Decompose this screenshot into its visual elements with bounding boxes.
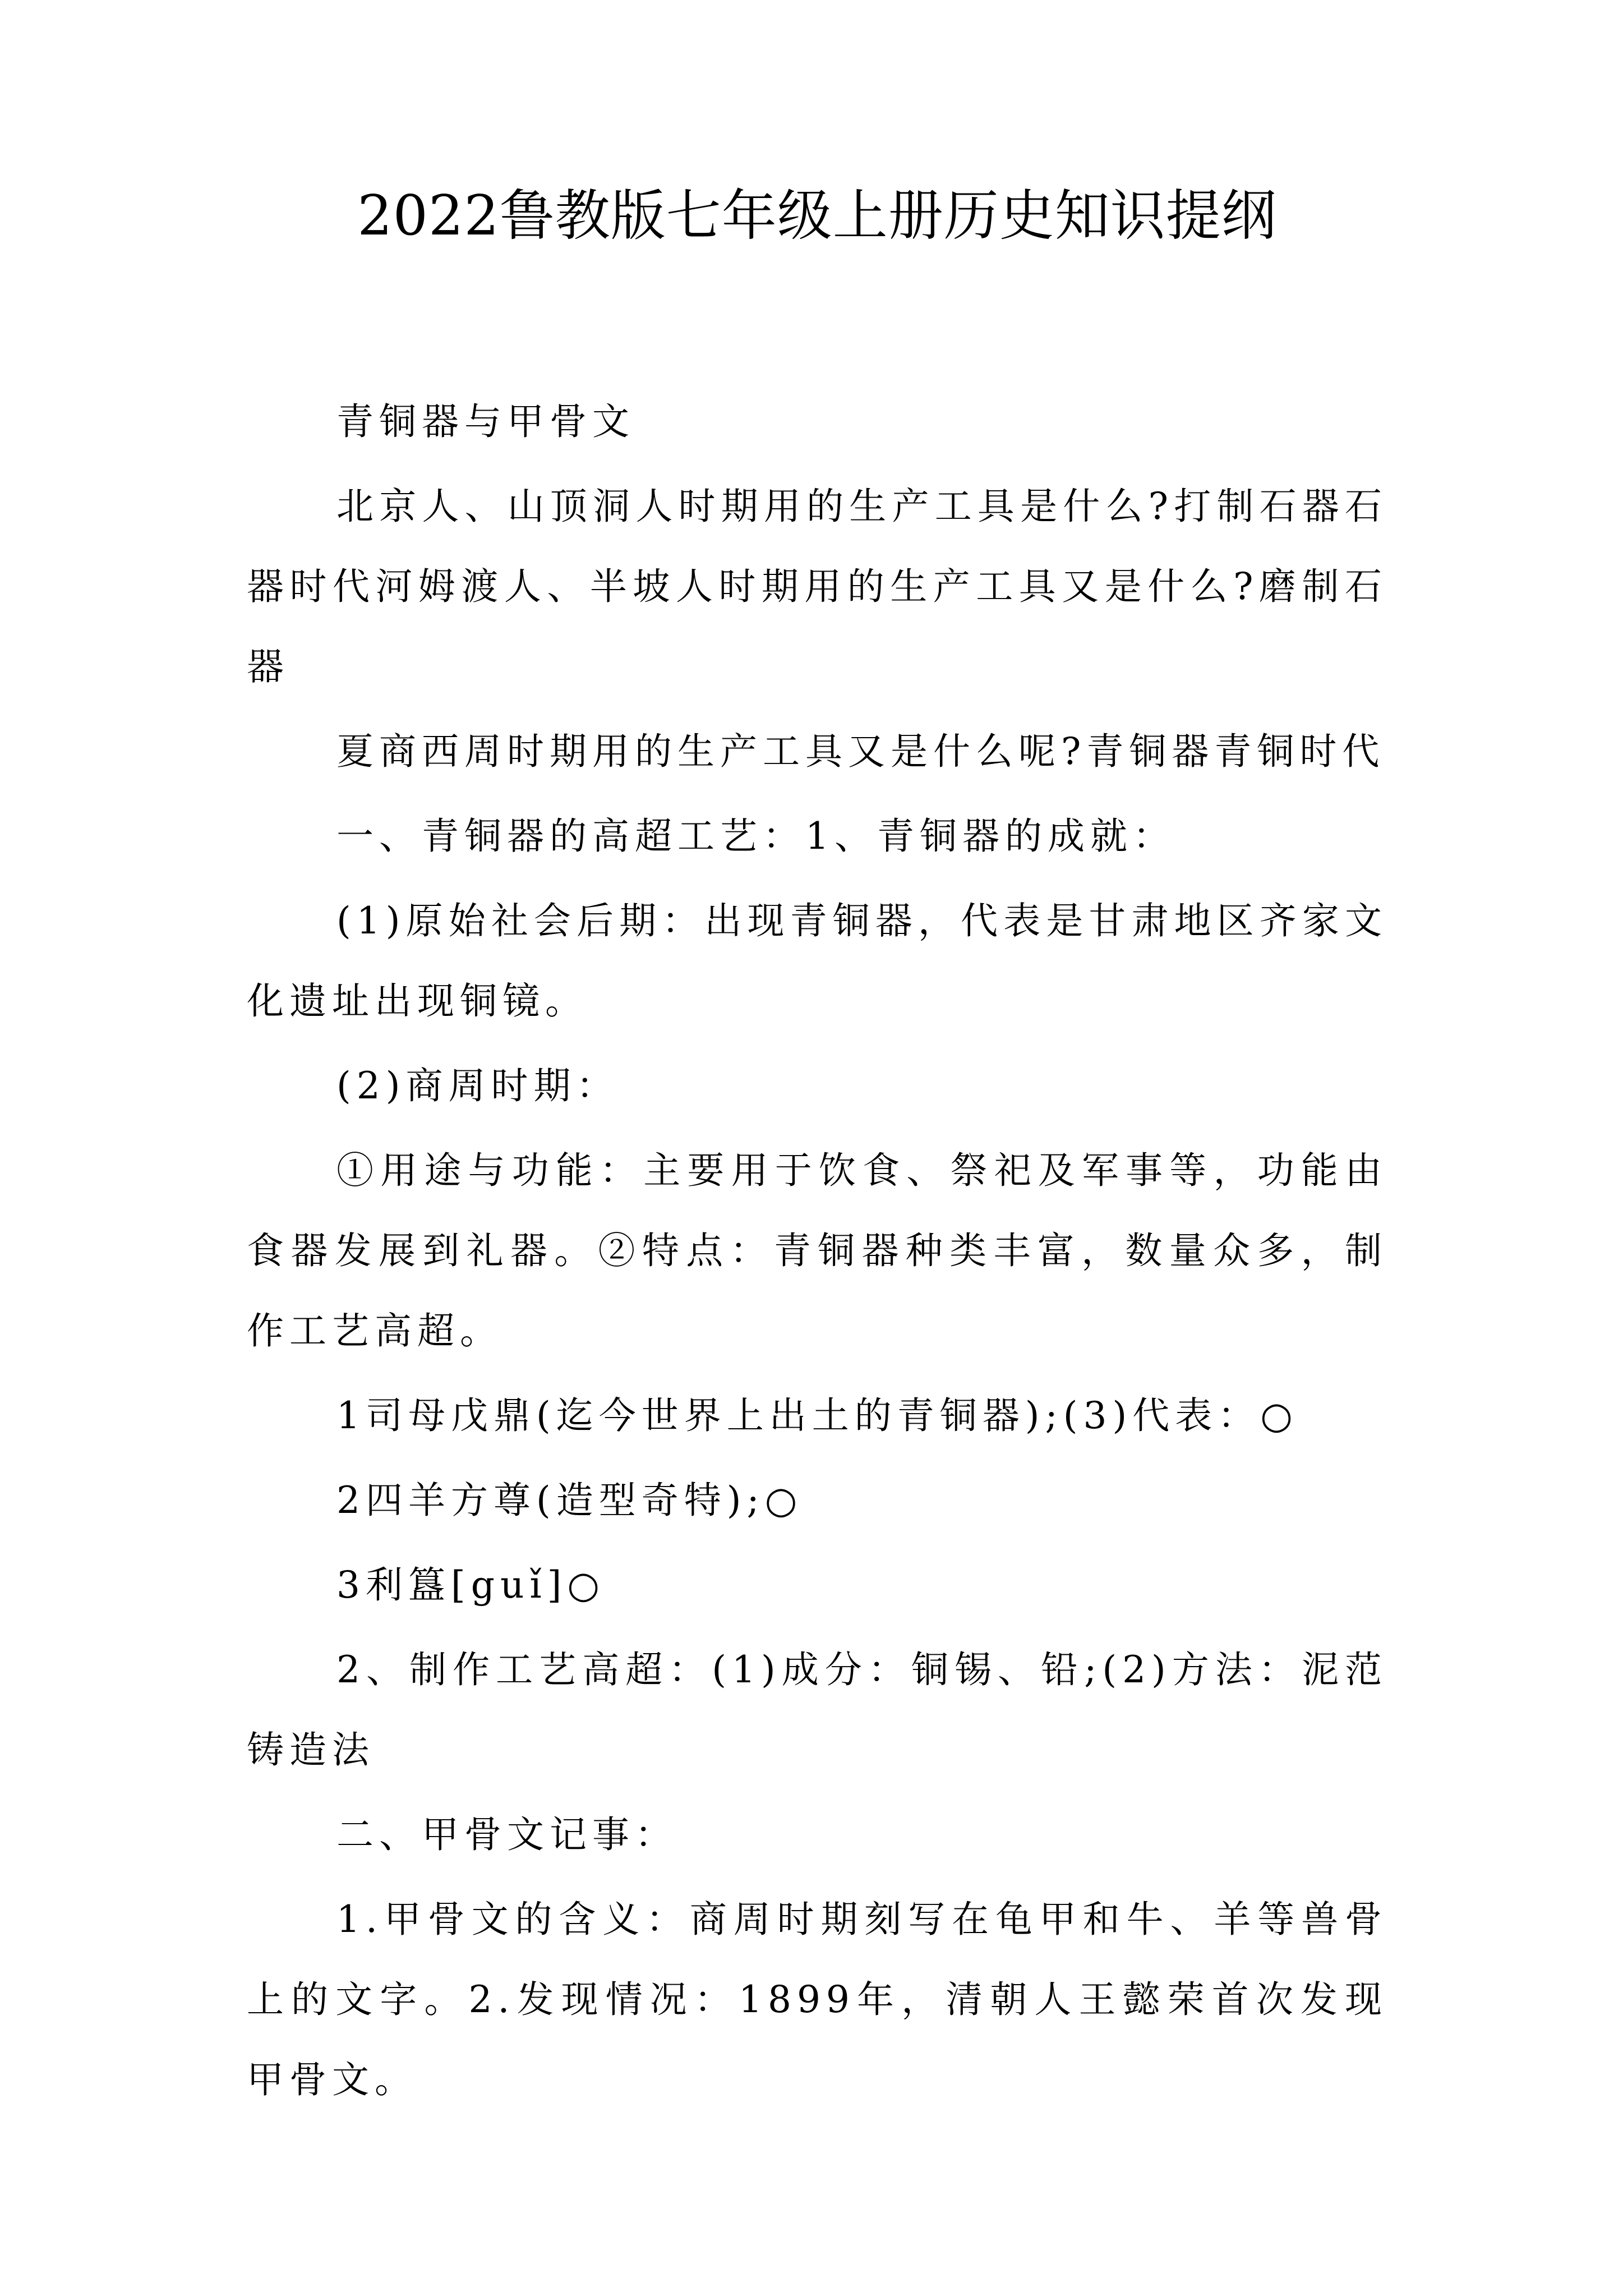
paragraph-section-heading: 青铜器与甲骨文 bbox=[336, 400, 635, 443]
paragraph-bronze-age: 夏商西周时期用的生产工具又是什么呢?青铜器青铜时代 bbox=[336, 730, 1385, 773]
paragraph-shang-zhou: (2)商周时期： bbox=[336, 1064, 619, 1107]
paragraph-usage-features: ①用途与功能：主要用于饮食、祭祀及军事等，功能由食器发展到礼器。②特点：青铜器种类丰富，数量众多，制作工艺高超。 bbox=[247, 1149, 1387, 1352]
paragraph-siyang-fangzun: 2四羊方尊(造型奇特);○ bbox=[336, 1479, 803, 1522]
paragraph-simuwu-ding: 1司母戊鼎(迄今世界上出土的青铜器);(3)代表：○ bbox=[336, 1394, 1298, 1437]
paragraph-li-gui: 3利簋[guǐ]○ bbox=[336, 1563, 605, 1607]
paragraph-oracle-definition: 1.甲骨文的含义：商周时期刻写在龟甲和牛、羊等兽骨上的文字。2.发现情况：1899年，清朝人王懿荣首次发现甲骨文。 bbox=[247, 1898, 1387, 2101]
document-title: 2022鲁教版七年级上册历史知识提纲 bbox=[357, 184, 1277, 248]
paragraph-stone-tools: 北京人、山顶洞人时期用的生产工具是什么?打制石器石器时代河姆渡人、半坡人时期用的生产工具又是什么?磨制石器 bbox=[247, 485, 1387, 688]
paragraph-oracle-heading: 二、甲骨文记事： bbox=[336, 1813, 677, 1856]
paragraph-bronze-craft-heading: 一、青铜器的高超工艺：1、青铜器的成就： bbox=[336, 815, 1175, 858]
paragraph-casting-method: 2、制作工艺高超：(1)成分：铜锡、铅;(2)方法：泥范铸造法 bbox=[247, 1648, 1387, 1772]
paragraph-primitive-society: (1)原始社会后期：出现青铜器，代表是甘肃地区齐家文化遗址出现铜镜。 bbox=[247, 899, 1387, 1023]
